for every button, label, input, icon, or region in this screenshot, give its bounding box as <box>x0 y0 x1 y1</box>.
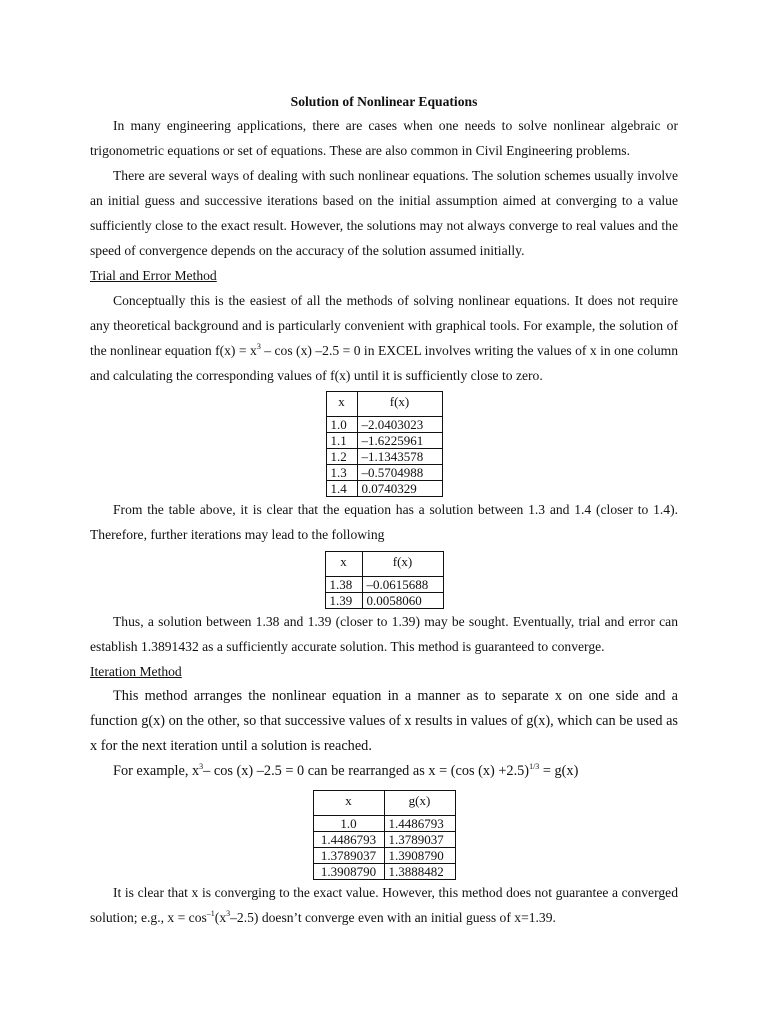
table-cell: –1.1343578 <box>357 449 442 465</box>
column-header: g(x) <box>384 791 455 816</box>
table-cell: 0.0058060 <box>362 593 443 609</box>
column-header: f(x) <box>357 392 442 417</box>
column-header: x <box>313 791 384 816</box>
column-header: x <box>326 392 357 417</box>
table-cell: 1.3 <box>326 465 357 481</box>
table-row <box>325 593 443 609</box>
iteration-conclusion-paragraph: It is clear that x is converging to the exact value. However, this method does not guarantee a converged solution; e.g., $x = \cos^{-1}(x^3-2.5)$ doesn’t converge even with an initial guess of x=1.39. <box>90 885 678 925</box>
table-header-row <box>325 552 443 577</box>
table-row <box>326 449 442 465</box>
table-cell: 1.0 <box>313 816 384 832</box>
trial-result-paragraph: From the table above, it is clear that the equation has a solution between 1.3 and 1.4 (closer to 1.4). Therefore, further iterations may lead to the following <box>90 502 678 542</box>
table-row <box>313 848 455 864</box>
table-cell: 1.2 <box>326 449 357 465</box>
table-cell: 1.4486793 <box>313 832 384 848</box>
table-row <box>313 864 455 880</box>
page-title: Solution of Nonlinear Equations <box>290 94 478 109</box>
table-cell: 1.38 <box>325 577 362 593</box>
table-cell: 1.1 <box>326 433 357 449</box>
table-cell: –0.5704988 <box>357 465 442 481</box>
table-row <box>313 816 455 832</box>
iteration-paragraph: This method arranges the nonlinear equation in a manner as to separate x on one side and a function g(x) on the other, so that successive values of x results in values of g(x), which can be used as x for the next iteration until a solution is reached. <box>90 688 678 754</box>
intro-paragraph: In many engineering applications, there are cases when one needs to solve nonlinear algebraic or trigonometric equations or set of equations. These are also common in Civil Engineering problems. <box>90 118 678 158</box>
table-row <box>326 465 442 481</box>
table-header-row <box>313 791 455 816</box>
table-row <box>313 832 455 848</box>
table-cell: 0.0740329 <box>357 481 442 497</box>
table-header-row <box>326 392 442 417</box>
iteration-heading: Iteration Method <box>90 664 182 679</box>
table-cell: –0.0615688 <box>362 577 443 593</box>
solution-schemes-paragraph: There are several ways of dealing with such nonlinear equations. The solution schemes usually involve an initial guess and successive iterations based on the initial assumption aimed at converging to a value sufficiently close to the exact result. However, the solutions may not always converge to real values and the speed of convergence depends on the accuracy of the solution assumed initially. <box>90 168 678 258</box>
column-header: x <box>325 552 362 577</box>
table-cell: 1.3908790 <box>313 864 384 880</box>
trial-table-1 <box>326 391 443 497</box>
table-cell: 1.3888482 <box>384 864 455 880</box>
table-row <box>326 417 442 433</box>
document-body <box>90 91 678 930</box>
table-cell: 1.3908790 <box>384 848 455 864</box>
table-cell: 1.3789037 <box>313 848 384 864</box>
table-row <box>326 433 442 449</box>
table-row <box>325 577 443 593</box>
trial-error-paragraph: Conceptually this is the easiest of all the methods of solving nonlinear equations. It does not require any theoretical background and is particularly convenient with graphical tools. For example, the solution of the nonlinear equation $f(x) = x^3 - \cos (x) -2.5 = 0$ in EXCEL involves writing the values of x in one column and calculating the corresponding values of f(x) until it is sufficiently close to zero. <box>90 293 678 383</box>
table-cell: 1.3789037 <box>384 832 455 848</box>
iteration-section <box>90 684 678 784</box>
trial-conclusion-paragraph: Thus, a solution between 1.38 and 1.39 (closer to 1.39) may be sought. Eventually, trial and error can establish 1.3891432 as a sufficiently accurate solution. This method is guaranteed to converge. <box>90 614 678 654</box>
trial-table-2 <box>325 551 444 609</box>
trial-error-heading: Trial and Error Method <box>90 268 217 283</box>
table-cell: 1.0 <box>326 417 357 433</box>
iteration-table <box>313 790 456 880</box>
table-cell: –2.0403023 <box>357 417 442 433</box>
column-header: f(x) <box>362 552 443 577</box>
table-row <box>326 481 442 497</box>
table-cell: 1.39 <box>325 593 362 609</box>
table-cell: 1.4486793 <box>384 816 455 832</box>
table-cell: –1.6225961 <box>357 433 442 449</box>
table-cell: 1.4 <box>326 481 357 497</box>
iteration-example-paragraph: For example, $x^3-$ cos (x) –2.5 = 0 can be rearranged as x = (cos (x) +2.5)$^{1/3}$ = g(x) <box>113 762 579 779</box>
